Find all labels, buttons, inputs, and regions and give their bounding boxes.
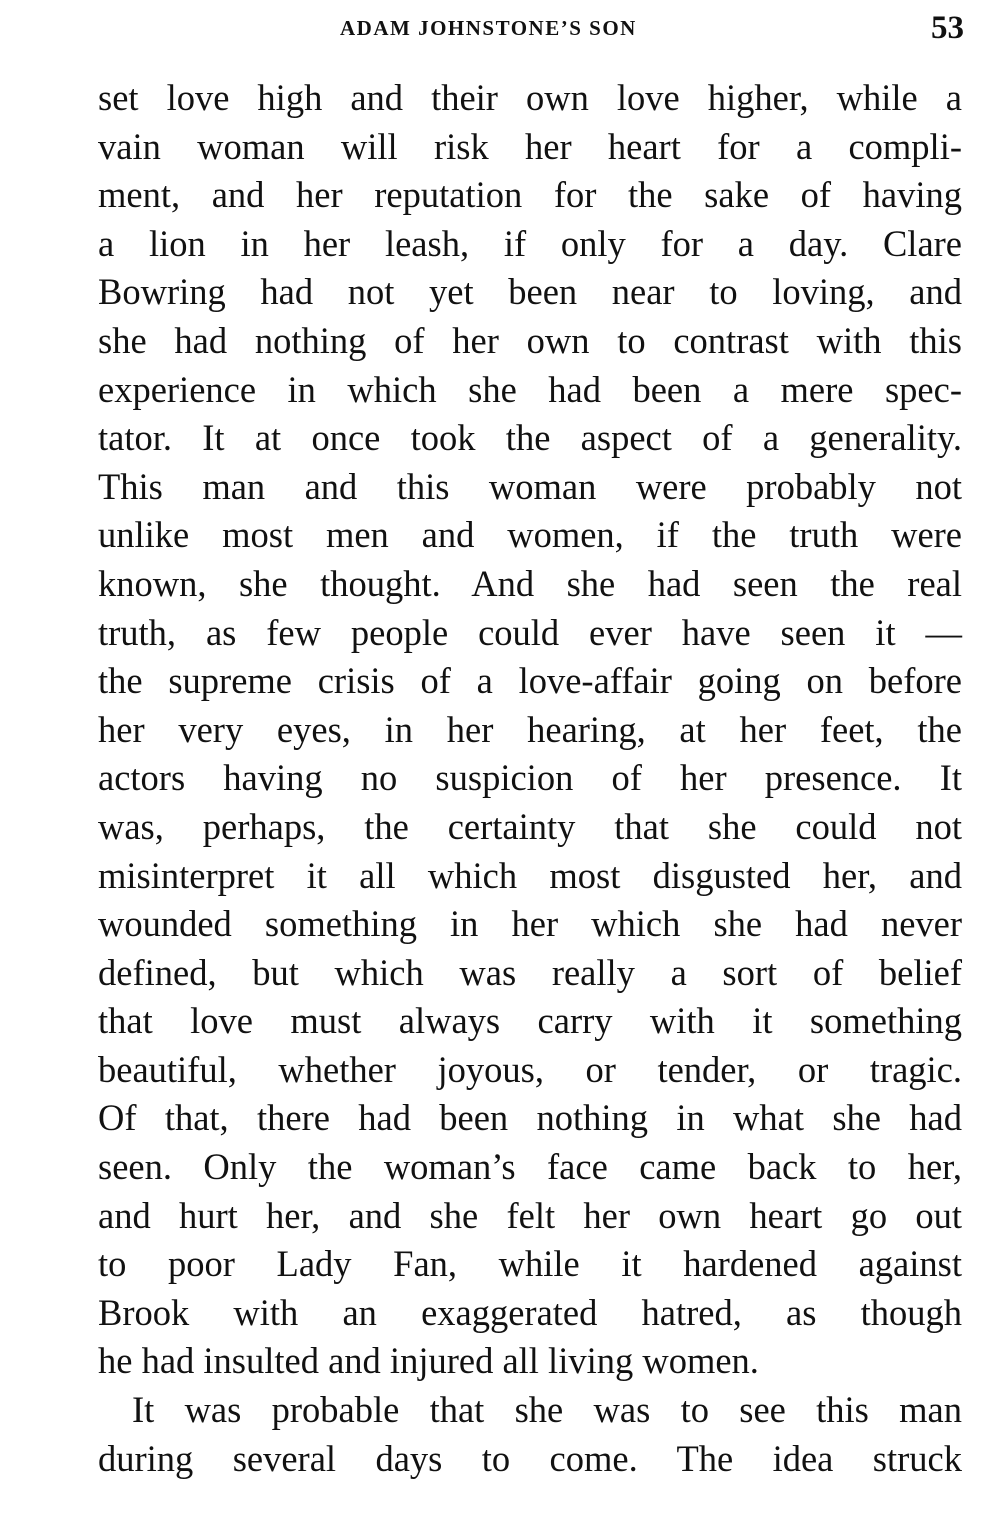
text-line: to poor Lady Fan, while it hardened against bbox=[98, 1243, 962, 1285]
text-line: experience in which she had been a mere spec- bbox=[98, 368, 962, 410]
text-line: defined, but which was really a sort of belief bbox=[98, 951, 962, 993]
text-line: she had nothing of her own to contrast with this bbox=[98, 319, 962, 361]
text-line: unlike most men and women, if the truth were bbox=[98, 514, 962, 556]
page-number: 53 bbox=[931, 10, 964, 46]
text-line: ment, and her reputation for the sake of having bbox=[98, 174, 962, 216]
text-line: wounded something in her which she had never bbox=[98, 903, 962, 945]
text-line: Bowring had not yet been near to loving, and bbox=[98, 271, 962, 313]
paragraph-start-line: It was probable that she was to see this man bbox=[132, 1389, 962, 1431]
running-title: ADAM JOHNSTONE’S SON bbox=[340, 16, 637, 40]
text-line: the supreme crisis of a love-affair going on before bbox=[98, 660, 962, 702]
text-line: tator. It at once took the aspect of a generality. bbox=[98, 417, 962, 459]
text-line: known, she thought. And she had seen the real bbox=[98, 562, 962, 604]
text-line: misinterpret it all which most disgusted her, and bbox=[98, 854, 962, 896]
text-line: set love high and their own love higher, while a bbox=[98, 77, 962, 118]
text-line: was, perhaps, the certainty that she could not bbox=[98, 805, 962, 847]
running-head bbox=[0, 8, 1000, 48]
text-line: he had insulted and injured all living women. bbox=[98, 1340, 759, 1382]
text-line: and hurt her, and she felt her own heart go out bbox=[98, 1194, 962, 1236]
text-line: beautiful, whether joyous, or tender, or tragic. bbox=[98, 1048, 962, 1090]
text-line: a lion in her leash, if only for a day. Clare bbox=[98, 222, 962, 264]
body-text bbox=[98, 74, 962, 1483]
text-line: Brook with an exaggerated hatred, as though bbox=[98, 1291, 962, 1333]
text-line: truth, as few people could ever have seen it — bbox=[98, 611, 962, 653]
text-line: vain woman will risk her heart for a compli- bbox=[98, 125, 962, 167]
text-line: during several days to come. The idea struck bbox=[98, 1437, 962, 1479]
text-line: that love must always carry with it something bbox=[98, 1000, 962, 1042]
text-line: actors having no suspicion of her presence. It bbox=[98, 757, 962, 799]
text-line: This man and this woman were probably not bbox=[98, 465, 962, 507]
text-line: her very eyes, in her hearing, at her feet, the bbox=[98, 708, 962, 750]
text-line: seen. Only the woman’s face came back to her, bbox=[98, 1146, 962, 1188]
text-line: Of that, there had been nothing in what she had bbox=[98, 1097, 962, 1139]
